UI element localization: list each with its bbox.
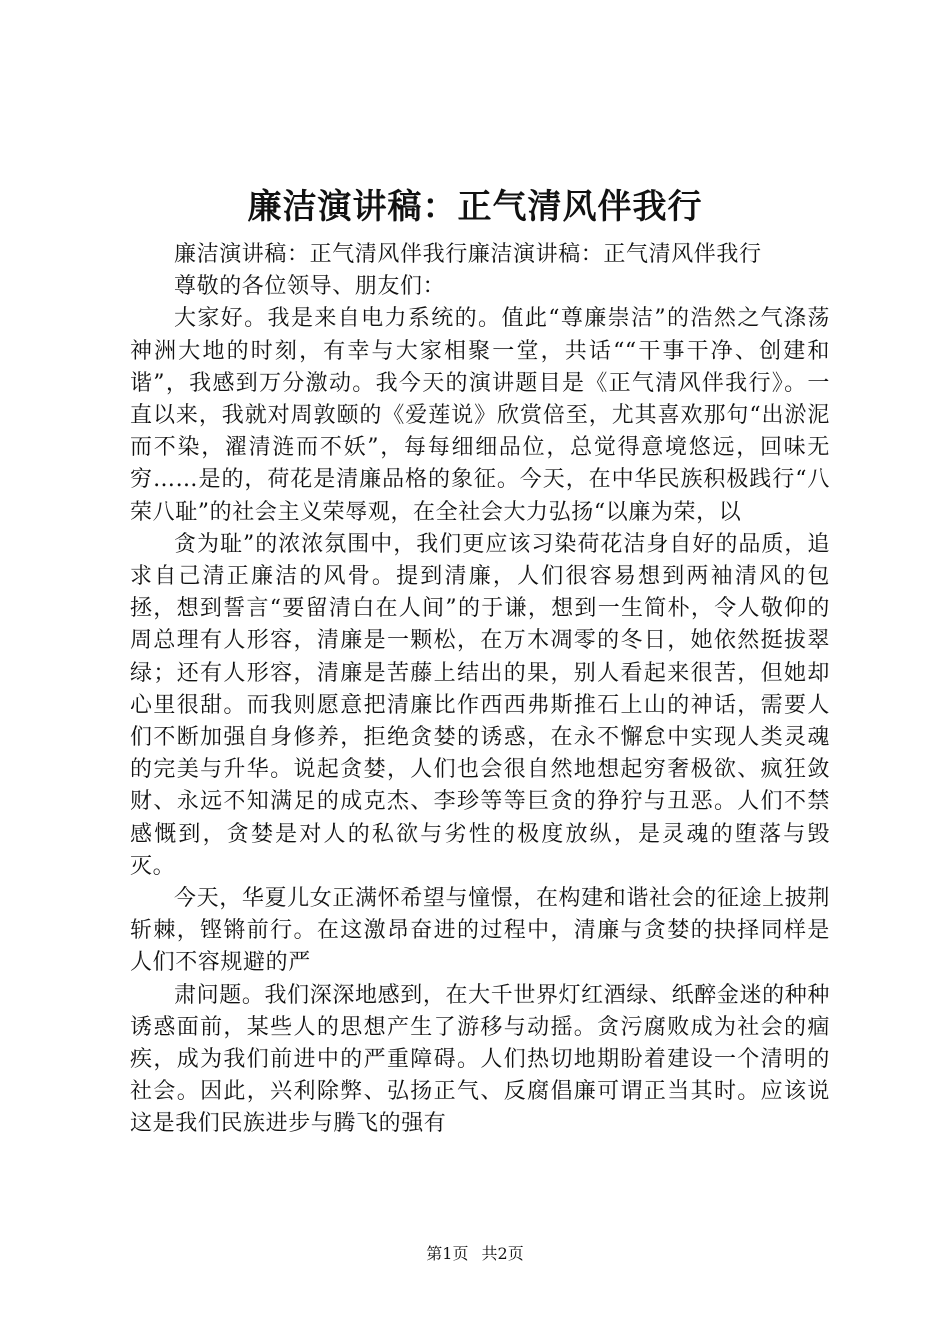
page-number: 第1页 bbox=[426, 1244, 469, 1263]
paragraph-today: 今天，华夏儿女正满怀希望与憧憬，在构建和谐社会的征途上披荆斩棘，铿锵前行。在这激昂奋进的过程中，清廉与贪婪的抉择同样是人们不容规避的严 bbox=[130, 886, 830, 976]
paragraph-serious-issue: 肃问题。我们深深地感到，在大千世界灯红酒绿、纸醉金迷的种种诱惑面前，某些人的思想产生了游移与动摇。贪污腐败成为社会的痼疾，成为我们前进中的严重障碍。人们热切地期盼着建设一个清明的社会。因此，兴利除弊、弘扬正气、反腐倡廉可谓正当其时。应该说这是我们民族进步与腾飞的强有 bbox=[130, 982, 830, 1137]
page-total: 共2页 bbox=[481, 1244, 524, 1263]
page-footer bbox=[0, 1244, 950, 1264]
paragraph-integrity: 贪为耻”的浓浓氛围中，我们更应该习染荷花洁身自好的品质，追求自己清正廉洁的风骨。提到清廉，人们很容易想到两袖清风的包拯，想到誓言“要留清白在人间”的于谦，想到一生简朴，令人敬仰的周总理有人形容，清廉是一颗松，在万木凋零的冬日，她依然挺拔翠绿；还有人形容，清廉是苦藤上结出的果，别人看起来很苦，但她却心里很甜。而我则愿意把清廉比作西西弗斯推石上山的神话，需要人们不断加强自身修养，拒绝贪婪的诱惑，在永不懈怠中实现人类灵魂的完美与升华。说起贪婪，人们也会很自然地想起穷奢极欲、疯狂敛财、永远不知满足的成克杰、李珍等等巨贪的狰狞与丑恶。人们不禁感慨到，贪婪是对人的私欲与劣性的极度放纵，是灵魂的堕落与毁灭。 bbox=[130, 531, 830, 879]
paragraph-repeated-title: 廉洁演讲稿：正气清风伴我行廉洁演讲稿：正气清风伴我行 bbox=[174, 242, 762, 267]
paragraph-intro: 大家好。我是来自电力系统的。值此“尊廉崇洁”的浩然之气涤荡神洲大地的时刻，有幸与大家相聚一堂，共话““干事干净、创建和谐”，我感到万分激动。我今天的演讲题目是《正气清风伴我行》。一直以来，我就对周敦颐的《爱莲说》欣赏倍至，尤其喜欢那句“出淤泥而不染，濯清涟而不妖”，每每细细品位，总觉得意境悠远，回味无穷……是的，荷花是清廉品格的象征。今天，在中华民族积极践行“八荣八耻”的社会主义荣辱观，在全社会大力弘扬“以廉为荣，以 bbox=[130, 306, 830, 525]
document-body bbox=[130, 239, 830, 1141]
document-title: 廉洁演讲稿：正气清风伴我行 bbox=[247, 187, 703, 227]
paragraph-salutation: 尊敬的各位领导、朋友们： bbox=[174, 274, 446, 300]
